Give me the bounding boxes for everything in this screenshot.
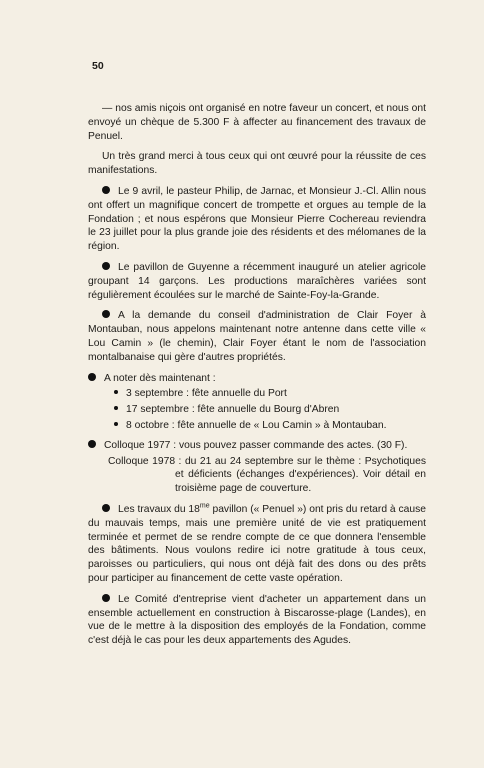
paragraph-thanks: Un très grand merci à tous ceux qui ont œuvré pour la réussite de ces manifestations.	[88, 151, 426, 177]
dates-list	[88, 387, 426, 432]
paragraph-concert: Le 9 avril, le pasteur Philip, de Jarnac, et Monsieur J.-Cl. Allin nous ont offert un magnifique concert de trompette et orgues au temple de la Fondation ; et nous espérons que Monsieur Pierre Cochereau reviendra le 23 juillet pour la plus grande joie des résidents et des mélomanes de la région.	[88, 185, 426, 253]
bullet-icon	[88, 373, 96, 381]
list-item: 17 septembre : fête annuelle du Bourg d'Abren	[114, 403, 426, 417]
page-number: 50	[92, 60, 104, 72]
colloque-section	[88, 439, 426, 496]
bullet-icon	[102, 186, 110, 194]
paragraph-a-noter: A noter dès maintenant :	[88, 372, 426, 386]
list-item: 8 octobre : fête annuelle de « Lou Camin » à Montauban.	[114, 419, 426, 433]
page-body	[88, 102, 426, 655]
bullet-icon	[102, 504, 110, 512]
bullet-icon	[102, 594, 110, 602]
paragraph-comite: Le Comité d'entreprise vient d'acheter un appartement dans un ensemble actuellement en construction à Biscarosse-plage (Landes), en vue de le mettre à la disposition des employés de la Fondation, comme c'est déjà le cas pour les deux appartements des Agudes.	[88, 593, 426, 647]
small-bullet-icon	[114, 390, 118, 394]
bullet-icon	[88, 440, 96, 448]
bullet-icon	[102, 262, 110, 270]
paragraph-penuel: Les travaux du $18^{me}$ pavillon (« Penuel ») ont pris du retard à cause du mauvais temps, mais une première unité de vie est pratiquement terminée et permet de se rendre compte de ce que donnera l'ensemble des bâtiments. Nous voulons redire ici notre gratitude à tous ceux, paroisses ou particuliers, qui nous ont déjà fait des dons ou des prêts pour participer au financement de cette vaste opération.	[88, 502, 426, 584]
paragraph-colloque-1977: Colloque 1977 : vous pouvez passer commande des actes. (30 F).	[88, 439, 426, 453]
paragraph-guyenne: Le pavillon de Guyenne a récemment inauguré un atelier agricole groupant 14 garçons. Les productions maraîchères variées sont régulièrement écoulées sur le marché de Sainte-Foy-la-Grande.	[88, 261, 426, 301]
paragraph-montauban: A la demande du conseil d'administration de Clair Foyer à Montauban, nous appelons maintenant notre antenne dans cette ville « Lou Camin » (le chemin), Clair Foyer étant le nom de l'association montalbanaise qui gère d'autres propriétés.	[88, 310, 426, 363]
paragraph-nicois: — nos amis niçois ont organisé en notre faveur un concert, et nous ont envoyé un chèque de 5.300 F à affecter au financement des travaux de Penuel.	[88, 103, 426, 142]
small-bullet-icon	[114, 422, 118, 426]
small-bullet-icon	[114, 406, 118, 410]
paragraph-colloque-1978: Colloque 1978 : du 21 au 24 septembre sur le thème : Psychotiques et déficients (échanges d'expériences). Voir détail en troisième page de couverture.	[108, 455, 427, 495]
list-item: 3 septembre : fête annuelle du Port	[114, 387, 426, 401]
bullet-icon	[102, 310, 110, 318]
